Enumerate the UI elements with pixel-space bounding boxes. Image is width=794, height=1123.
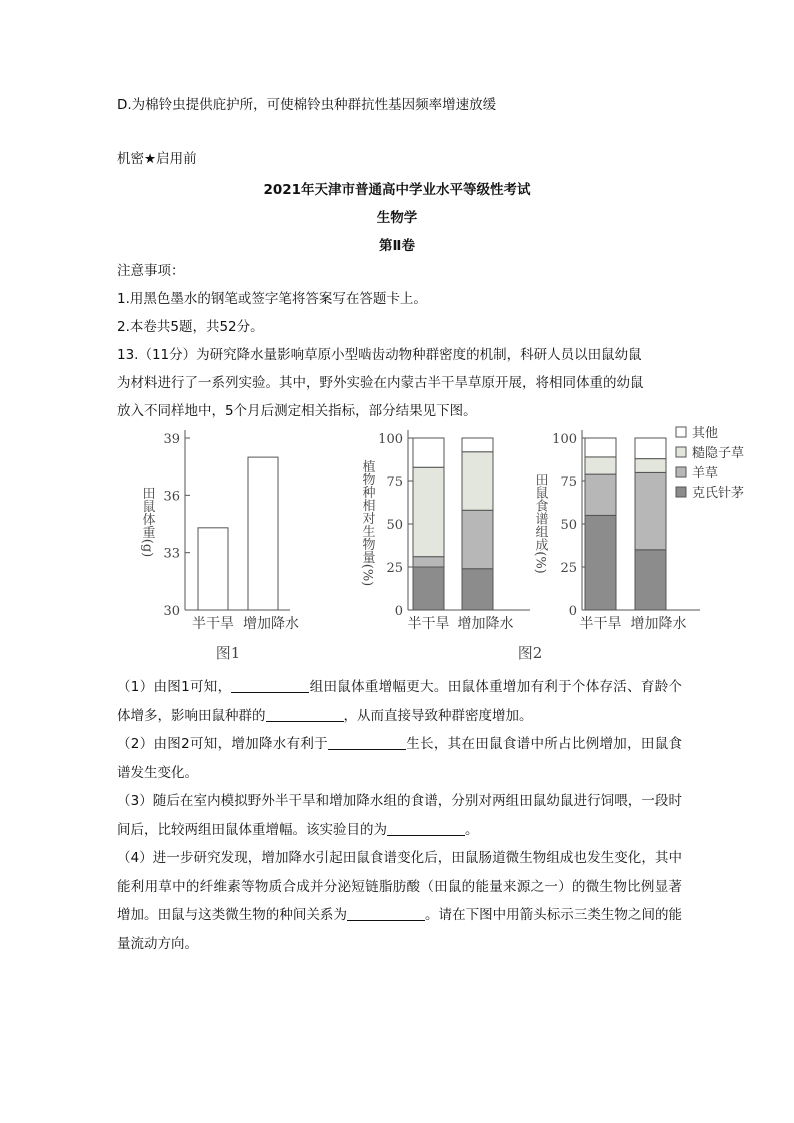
note-2: 2.本卷共5题，共52分。 <box>117 319 264 335</box>
legend-swatch-0 <box>676 427 686 437</box>
chart1-bar-1 <box>248 457 278 610</box>
chart3-ylabel: 田鼠食谱组成(%) <box>532 473 548 574</box>
chart2-ylabel: 植物种相对生物量(%) <box>359 459 375 587</box>
chart2-segment-2-1 <box>462 452 493 510</box>
chart2-segment-1-1 <box>462 510 493 568</box>
chart1-ylabel: 田鼠体重(g) <box>139 486 155 558</box>
chart3-category-label: 增加降水 <box>630 616 687 632</box>
exam-title: 2021年天津市普通高中学业水平等级性考试 <box>263 182 531 198</box>
figure2-title: 图2 <box>517 644 543 662</box>
chart2-tick-label: 50 <box>386 518 403 533</box>
chart3-tick-label: 25 <box>560 561 577 576</box>
chart2-category-label: 增加降水 <box>457 616 514 632</box>
q13-line-2: 为材料进行了一系列实验。其中，野外实验在内蒙古半干旱草原开展，将相同体重的幼鼠 <box>117 375 644 391</box>
chart2-category-label: 半干旱 <box>407 616 450 632</box>
legend-swatch-2 <box>676 467 686 477</box>
chart2-segment-2-0 <box>413 467 444 556</box>
secret-label: 机密★启用前 <box>117 151 197 167</box>
legend-swatch-3 <box>676 487 686 497</box>
figure1-title: 图1 <box>215 644 241 662</box>
chart2-tick-label: 25 <box>386 561 403 576</box>
chart2-segment-0-1 <box>462 569 493 610</box>
chart2-tick-label: 75 <box>386 475 403 490</box>
volume-title: 第Ⅱ卷 <box>379 238 415 254</box>
chart3-segment-1-1 <box>635 472 666 549</box>
question-2: （2）由图2可知，增加降水有利于 生长，其在田鼠食谱中所占比例增加，田鼠食谱发生变化。 <box>117 736 682 781</box>
legend-label-3: 克氏针茅 <box>692 486 745 501</box>
question-4: （4）进一步研究发现，增加降水引起田鼠食谱变化后，田鼠肠道微生物组成也发生变化，其中能利用草中的纤维素等物质合成并分泌短链脂肪酸（田鼠的能量来源之一）的微生物比例显著增加。田鼠与这类微生物的种间关系为 。请在下图中用箭头标示三类生物之间的能量流动方向。 <box>117 850 683 952</box>
chart3-category-label: 半干旱 <box>579 616 622 632</box>
chart3-segment-0-0 <box>585 515 616 610</box>
chart3-tick-label: 50 <box>560 518 577 533</box>
chart1-category-label: 半干旱 <box>192 616 234 632</box>
legend-swatch-1 <box>676 447 686 457</box>
q13-line-1: 13.（11分）为研究降水量影响草原小型啮齿动物种群密度的机制，科研人员以田鼠幼鼠 <box>117 347 642 363</box>
legend-label-2: 羊草 <box>692 466 719 481</box>
question-1: （1）由图1可知， 组田鼠体重增幅更大。田鼠体重增加有利于个体存活、育龄个体增多，影响田鼠种群的 ，从而直接导致种群密度增加。 <box>117 679 682 724</box>
chart2-tick-label: 0 <box>394 604 403 619</box>
note-1: 1.用黑色墨水的钢笔或签字笔将答案写在答题卡上。 <box>117 291 427 307</box>
legend-label-1: 糙隐子草 <box>692 446 745 461</box>
question-3: （3）随后在室内模拟野外半干旱和增加降水组的食谱，分别对两组田鼠幼鼠进行饲喂，一段时间后，比较两组田鼠体重增幅。该实验目的为 。 <box>117 793 682 838</box>
chart2-tick-label: 100 <box>378 432 403 447</box>
chart3-segment-0-1 <box>635 550 666 610</box>
chart3-segment-1-0 <box>585 474 616 515</box>
answer-blank-4[interactable] <box>387 821 465 836</box>
chart1-bar-0 <box>198 528 228 610</box>
answer-blank-2[interactable] <box>266 707 344 722</box>
answer-blank-1[interactable] <box>231 678 309 693</box>
notes-title: 注意事项： <box>117 263 185 279</box>
subject-title: 生物学 <box>376 210 418 226</box>
charts-svg <box>120 420 760 670</box>
chart1-tick-label: 36 <box>163 489 180 505</box>
chart2-segment-0-0 <box>413 567 444 610</box>
chart2-segment-1-0 <box>413 557 444 567</box>
chart1-category-label: 增加降水 <box>243 616 299 632</box>
q13-line-3: 放入不同样地中，5个月后测定相关指标，部分结果见下图。 <box>117 403 477 419</box>
legend-label-0: 其他 <box>692 426 719 441</box>
chart3-tick-label: 0 <box>568 604 577 619</box>
chart3-tick-label: 100 <box>552 432 577 447</box>
chart1-tick-label: 39 <box>163 432 180 447</box>
chart3-tick-label: 75 <box>560 475 577 490</box>
chart3-segment-3-0 <box>585 438 616 457</box>
chart1-tick-label: 33 <box>163 546 180 562</box>
chart3-segment-3-1 <box>635 438 666 459</box>
option-d-text: D.为棉铃虫提供庇护所，可使棉铃虫种群抗性基因频率增速放缓 <box>117 97 497 113</box>
figure-charts <box>120 420 760 670</box>
chart3-segment-2-1 <box>635 459 666 473</box>
chart1-tick-label: 30 <box>163 604 180 619</box>
answer-blank-5[interactable] <box>347 906 425 921</box>
chart3-segment-2-0 <box>585 457 616 474</box>
answer-blank-3[interactable] <box>328 735 406 750</box>
chart2-segment-3-1 <box>462 438 493 452</box>
chart2-segment-3-0 <box>413 438 444 467</box>
